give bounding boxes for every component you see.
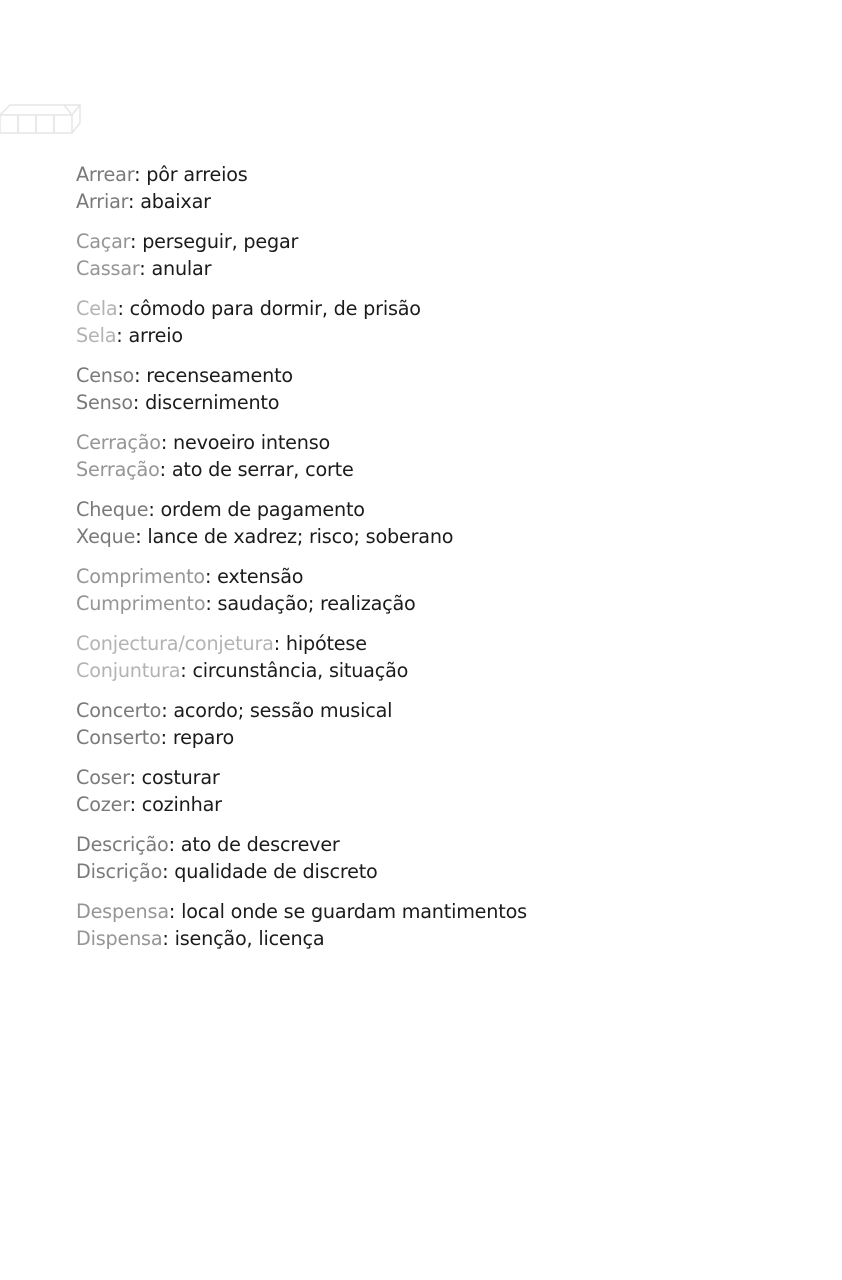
entry-separator: : bbox=[168, 833, 181, 856]
entry-definition: ordem de pagamento bbox=[160, 498, 365, 521]
entry-definition: reparo bbox=[172, 726, 235, 749]
entry-term: Arriar bbox=[76, 190, 129, 213]
entry-definition: ato de descrever bbox=[180, 833, 340, 856]
paronym-list bbox=[76, 161, 796, 965]
list-item bbox=[76, 831, 796, 858]
entry-term: Serração bbox=[76, 458, 160, 481]
entry-pair bbox=[76, 764, 796, 818]
entry-separator: : bbox=[168, 900, 182, 923]
entry-term: Concerto bbox=[76, 699, 162, 722]
list-item bbox=[76, 925, 796, 952]
list-item bbox=[76, 590, 796, 617]
entry-term: Conjuntura bbox=[76, 659, 181, 682]
entry-separator: : bbox=[128, 190, 141, 213]
entry-pair bbox=[76, 228, 796, 282]
entry-definition: abaixar bbox=[140, 190, 211, 213]
list-item bbox=[76, 456, 796, 483]
entry-term: Cumprimento bbox=[76, 592, 206, 615]
list-item bbox=[76, 563, 796, 590]
entry-separator: : bbox=[159, 458, 172, 481]
entry-definition: pôr arreios bbox=[146, 163, 248, 186]
entry-separator: : bbox=[205, 592, 218, 615]
entry-definition: lance de xadrez; risco; soberano bbox=[147, 525, 454, 548]
entry-term: Cheque bbox=[76, 498, 149, 521]
entry-pair bbox=[76, 697, 796, 751]
list-item bbox=[76, 523, 796, 550]
entry-definition: qualidade de discreto bbox=[174, 860, 378, 883]
entry-pair bbox=[76, 362, 796, 416]
entry-definition: circunstância, situação bbox=[192, 659, 409, 682]
entry-definition: ato de serrar, corte bbox=[171, 458, 354, 481]
entry-separator: : bbox=[160, 431, 174, 454]
entry-separator: : bbox=[162, 860, 175, 883]
entry-definition: arreio bbox=[128, 324, 183, 347]
list-item bbox=[76, 255, 796, 282]
entry-definition: acordo; sessão musical bbox=[173, 699, 393, 722]
entry-definition: hipótese bbox=[285, 632, 367, 655]
entry-definition: nevoeiro intenso bbox=[173, 431, 331, 454]
entry-definition: extensão bbox=[217, 565, 304, 588]
list-item bbox=[76, 898, 796, 925]
entry-separator: : bbox=[161, 699, 174, 722]
entry-definition: isenção, licença bbox=[174, 927, 325, 950]
entry-separator: : bbox=[116, 324, 129, 347]
entry-term: Cozer bbox=[76, 793, 130, 816]
entry-separator: : bbox=[117, 297, 130, 320]
list-item bbox=[76, 161, 796, 188]
entry-pair bbox=[76, 898, 796, 952]
entry-separator: : bbox=[135, 525, 148, 548]
list-item bbox=[76, 791, 796, 818]
entry-definition: saudação; realização bbox=[217, 592, 416, 615]
list-item bbox=[76, 657, 796, 684]
entry-pair bbox=[76, 429, 796, 483]
list-item bbox=[76, 188, 796, 215]
list-item bbox=[76, 724, 796, 751]
entry-separator: : bbox=[130, 230, 143, 253]
entry-term: Discrição bbox=[76, 860, 163, 883]
entry-term: Conjectura/conjetura bbox=[76, 632, 274, 655]
list-item bbox=[76, 764, 796, 791]
entry-term: Senso bbox=[76, 391, 133, 414]
entry-separator: : bbox=[180, 659, 193, 682]
entry-definition: cômodo para dormir, de prisão bbox=[129, 297, 421, 320]
entry-term: Cassar bbox=[76, 257, 140, 280]
entry-term: Censo bbox=[76, 364, 135, 387]
entry-separator: : bbox=[160, 726, 173, 749]
entry-pair bbox=[76, 295, 796, 349]
list-item bbox=[76, 322, 796, 349]
entry-term: Coser bbox=[76, 766, 130, 789]
list-item bbox=[76, 429, 796, 456]
entry-separator: : bbox=[129, 766, 142, 789]
entry-pair bbox=[76, 496, 796, 550]
entry-definition: perseguir, pegar bbox=[142, 230, 299, 253]
entry-separator: : bbox=[162, 927, 175, 950]
entry-separator: : bbox=[273, 632, 286, 655]
list-item bbox=[76, 362, 796, 389]
entry-term: Arrear bbox=[76, 163, 135, 186]
entry-term: Conserto bbox=[76, 726, 161, 749]
corner-boxes-ornament bbox=[0, 103, 82, 147]
entry-definition: cozinhar bbox=[141, 793, 222, 816]
entry-definition: recenseamento bbox=[146, 364, 293, 387]
entry-term: Cerração bbox=[76, 431, 161, 454]
entry-separator: : bbox=[134, 364, 147, 387]
entry-separator: : bbox=[134, 163, 147, 186]
entry-term: Descrição bbox=[76, 833, 169, 856]
entry-term: Dispensa bbox=[76, 927, 163, 950]
list-item bbox=[76, 295, 796, 322]
entry-definition: discernimento bbox=[145, 391, 280, 414]
list-item bbox=[76, 697, 796, 724]
list-item bbox=[76, 858, 796, 885]
entry-separator: : bbox=[129, 793, 142, 816]
list-item bbox=[76, 630, 796, 657]
list-item bbox=[76, 228, 796, 255]
entry-term: Comprimento bbox=[76, 565, 205, 588]
list-item bbox=[76, 389, 796, 416]
entry-term: Caçar bbox=[76, 230, 131, 253]
entry-term: Cela bbox=[76, 297, 118, 320]
entry-pair bbox=[76, 563, 796, 617]
entry-definition: anular bbox=[151, 257, 212, 280]
list-item bbox=[76, 496, 796, 523]
entry-definition: local onde se guardam mantimentos bbox=[181, 900, 527, 923]
entry-definition: costurar bbox=[141, 766, 220, 789]
entry-term: Xeque bbox=[76, 525, 136, 548]
entry-separator: : bbox=[139, 257, 152, 280]
entry-term: Sela bbox=[76, 324, 117, 347]
entry-term: Despensa bbox=[76, 900, 169, 923]
entry-pair bbox=[76, 161, 796, 215]
entry-separator: : bbox=[148, 498, 161, 521]
entry-separator: : bbox=[204, 565, 218, 588]
entry-separator: : bbox=[132, 391, 146, 414]
entry-pair bbox=[76, 630, 796, 684]
entry-pair bbox=[76, 831, 796, 885]
